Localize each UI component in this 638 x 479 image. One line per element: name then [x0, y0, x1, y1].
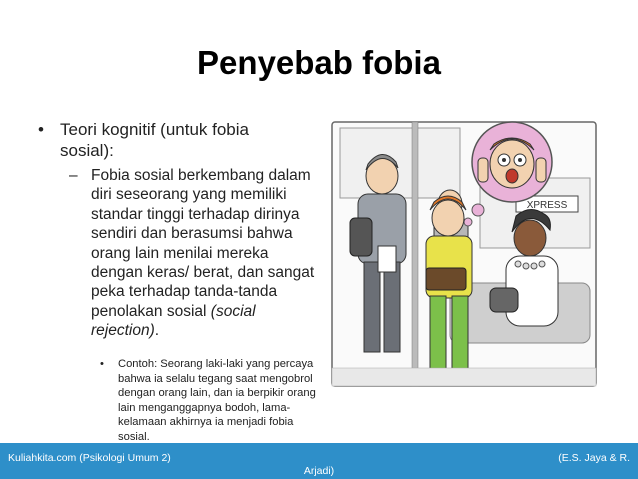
bullet-marker: • [38, 120, 44, 139]
route-sign-text: XPRESS [526, 200, 568, 211]
footer-bar [0, 443, 638, 479]
handrail-pole [412, 122, 418, 386]
dot-marker: • [100, 358, 104, 370]
bullet-level1-text: Teori kognitif (untuk fobia sosial): [60, 120, 249, 160]
footer-credit: (E.S. Jaya & R. [558, 452, 630, 464]
train-window [340, 128, 460, 198]
bullet-level2-text [91, 166, 317, 341]
slide-title: Penyebab fobia [197, 44, 441, 81]
dash-marker: – [69, 167, 78, 184]
footer-credit-cont: Arjadi) [303, 465, 335, 477]
thought-bubble [472, 122, 552, 202]
floor [332, 368, 596, 386]
bullet-level2-end: . [154, 322, 160, 340]
subway-illustration [330, 118, 598, 390]
thought-dot [472, 204, 484, 216]
bullet-level2-plain: Fobia sosial berkembang dalam diri seseorang yang memiliki standar tinggi terhadap dirinya sendiri dan berasumsi bahwa orang lain menilai mereka dengan keras/ berat, dan sangat peka terhadap tanda-tanda penolakan sosial [91, 167, 315, 320]
footer-source: Kuliahkita.com (Psikologi Umum 2) [8, 452, 171, 464]
bullet-level2-italic: (social rejection) [91, 302, 256, 340]
bullet-level3-text: Contoh: Seorang laki-laki yang percaya bahwa ia selalu tegang saat mengobrol dengan orang lain, dan ia berpikir orang lain menganggapnya bodoh, lama-kelamaan akhirnya ia menjadi fobia sosial. [118, 358, 316, 443]
thought-dot [464, 218, 472, 226]
